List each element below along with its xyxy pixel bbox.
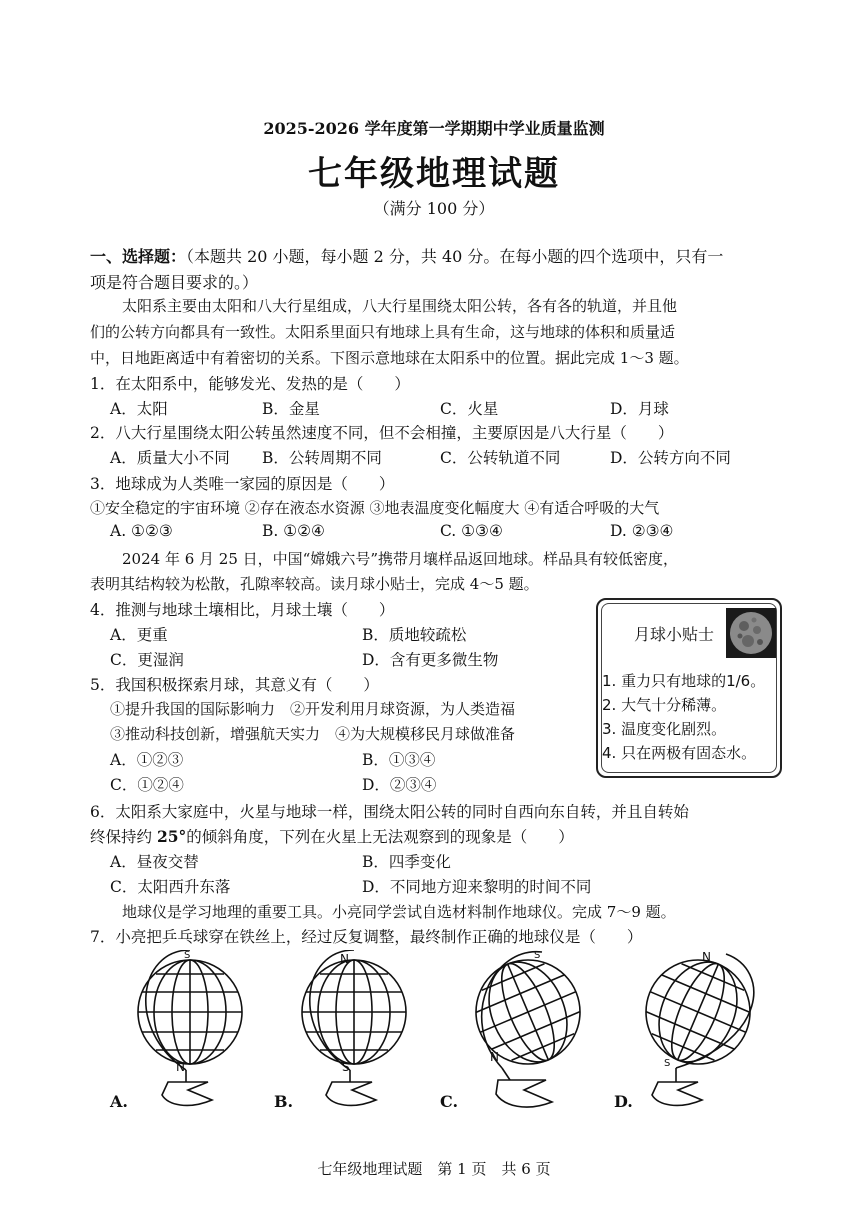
q1-option-d: D．月球	[610, 400, 669, 418]
q2-option-d: D．公转方向不同	[610, 449, 731, 467]
q5-option-a: A．①②③	[110, 751, 184, 769]
globe-a-bottom-pole: N	[176, 1060, 185, 1074]
q4-option-d: D．含有更多微生物	[362, 651, 499, 669]
q6-stem-part: 的倾斜角度，下列在火星上无法观察到的现象是（ ）	[186, 828, 574, 846]
q3-option-b: B. ①②④	[262, 522, 325, 540]
globe-c-top-pole: S	[534, 950, 541, 961]
globe-d-label: D.	[614, 1092, 633, 1111]
moon-icon	[726, 608, 776, 658]
section-instruction-line1	[90, 244, 723, 267]
globe-c-bottom-pole: N	[490, 1050, 499, 1064]
question-1-stem: 1．在太阳系中，能够发光、发热的是（ ）	[90, 375, 410, 393]
moon-tips-box	[596, 598, 782, 778]
section-instruction-b: 项是符合题目要求的。）	[90, 273, 259, 292]
globe-b-bottom-pole: S	[342, 1060, 350, 1074]
globe-c-label: C.	[440, 1092, 459, 1111]
q4-option-c: C．更湿润	[110, 651, 184, 669]
globe-d-bottom-pole: S	[664, 1058, 671, 1069]
globe-b-label: B.	[274, 1092, 294, 1111]
q3-option-d: D. ②③④	[610, 522, 674, 540]
q6-option-b: B．四季变化	[362, 853, 451, 871]
q6-option-d: D．不同地方迎来黎明的时间不同	[362, 878, 592, 896]
question-5-stem: 5．我国积极探索月球，其意义有（ ）	[90, 676, 379, 694]
globe-b-figure	[292, 950, 432, 1115]
passage2-line: 表明其结构较为松散，孔隙率较高。读月球小贴士，完成 4～5 题。	[90, 575, 539, 593]
q3-option-c: C. ①③④	[440, 522, 503, 540]
q5-option-d: D．②③④	[362, 776, 437, 794]
q1-option-b: B．金星	[262, 400, 320, 418]
question-6-stem-b	[90, 825, 574, 847]
q5-option-c: C．①②④	[110, 776, 184, 794]
page-title: 七年级地理试题	[308, 154, 560, 194]
moon-tip-item: 2. 大气十分稀薄。	[602, 696, 727, 714]
q2-option-a: A．质量大小不同	[110, 449, 230, 467]
moon-tip-item: 4. 只在两极有固态水。	[602, 744, 757, 762]
globe-a-top-pole: S	[184, 950, 191, 961]
q3-option-a: A. ①②③	[110, 522, 173, 540]
q4-option-a: A．更重	[110, 626, 168, 644]
globe-a-figure	[128, 950, 268, 1115]
q5-option-b: B．①③④	[362, 751, 436, 769]
q6-option-c: C．太阳西升东落	[110, 878, 231, 896]
q6-option-a: A．昼夜交替	[110, 853, 199, 871]
q2-option-b: B．公转周期不同	[262, 449, 382, 467]
passage1-line: 中，日地距离适中有着密切的关系。下图示意地球在太阳系中的位置。据此完成 1～3 题。	[90, 349, 689, 367]
question-2-stem: 2．八大行星围绕太阳公转虽然速度不同，但不会相撞，主要原因是八大行星（ ）	[90, 424, 674, 442]
passage3: 地球仪是学习地理的重要工具。小亮同学尝试自选材料制作地球仪。完成 7～9 题。	[122, 903, 676, 921]
q5-statements-line2: ③推动科技创新，增强航天实力 ④为大规模移民月球做准备	[110, 725, 516, 743]
passage1-line: 们的公转方向都具有一致性。太阳系里面只有地球上具有生命，这与地球的体积和质量适	[90, 323, 676, 341]
globe-a-label: A.	[110, 1092, 128, 1111]
question-6-stem-a: 6．太阳系大家庭中，火星与地球一样，围绕太阳公转的同时自西向东自转，并且自转始	[90, 803, 689, 821]
question-4-stem: 4．推测与地球土壤相比，月球土壤（ ）	[90, 601, 395, 619]
q1-option-c: C．火星	[440, 400, 499, 418]
exam-line: 2025-2026 学年度第一学期期中学业质量监测	[263, 119, 605, 138]
globe-c-figure	[462, 950, 602, 1115]
q6-tilt-angle: 25°	[156, 827, 187, 846]
moon-tip-item: 1. 重力只有地球的1/6。	[602, 672, 766, 690]
q1-option-a: A．太阳	[110, 400, 168, 418]
globe-b-top-pole: N	[340, 952, 349, 966]
moon-tips-title: 月球小贴士	[634, 625, 715, 644]
question-3-stem: 3．地球成为人类唯一家园的原因是（ ）	[90, 475, 395, 493]
passage1-line: 太阳系主要由太阳和八大行星组成，八大行星围绕太阳公转，各有各的轨道，并且他	[122, 297, 678, 315]
full-score: （满分 100 分）	[373, 199, 495, 218]
section-heading: 一、选择题：	[90, 247, 187, 266]
q6-stem-part: 终保持约	[90, 828, 157, 846]
q2-option-c: C．公转轨道不同	[440, 449, 561, 467]
q5-statements-line1: ①提升我国的国际影响力 ②开发利用月球资源，为人类造福	[110, 700, 516, 718]
q3-statements: ①安全稳定的宇宙环境 ②存在液态水资源 ③地表温度变化幅度大 ④有适合呼吸的大气	[90, 499, 660, 517]
globe-d-figure	[636, 950, 776, 1115]
passage2-line: 2024 年 6 月 25 日，中国“嫦娥六号”携带月壤样品返回地球。样品具有较低密度，	[122, 550, 678, 568]
globe-d-top-pole: N	[702, 950, 711, 964]
moon-tip-item: 3. 温度变化剧烈。	[602, 720, 727, 738]
page-footer: 七年级地理试题 第 1 页 共 6 页	[317, 1160, 551, 1178]
question-7-stem: 7．小亮把乒乓球穿在铁丝上，经过反复调整，最终制作正确的地球仪是（ ）	[90, 928, 643, 946]
section-instruction-a: （本题共 20 小题，每小题 2 分，共 40 分。在每小题的四个选项中，只有一	[186, 247, 724, 266]
q4-option-b: B．质地较疏松	[362, 626, 467, 644]
